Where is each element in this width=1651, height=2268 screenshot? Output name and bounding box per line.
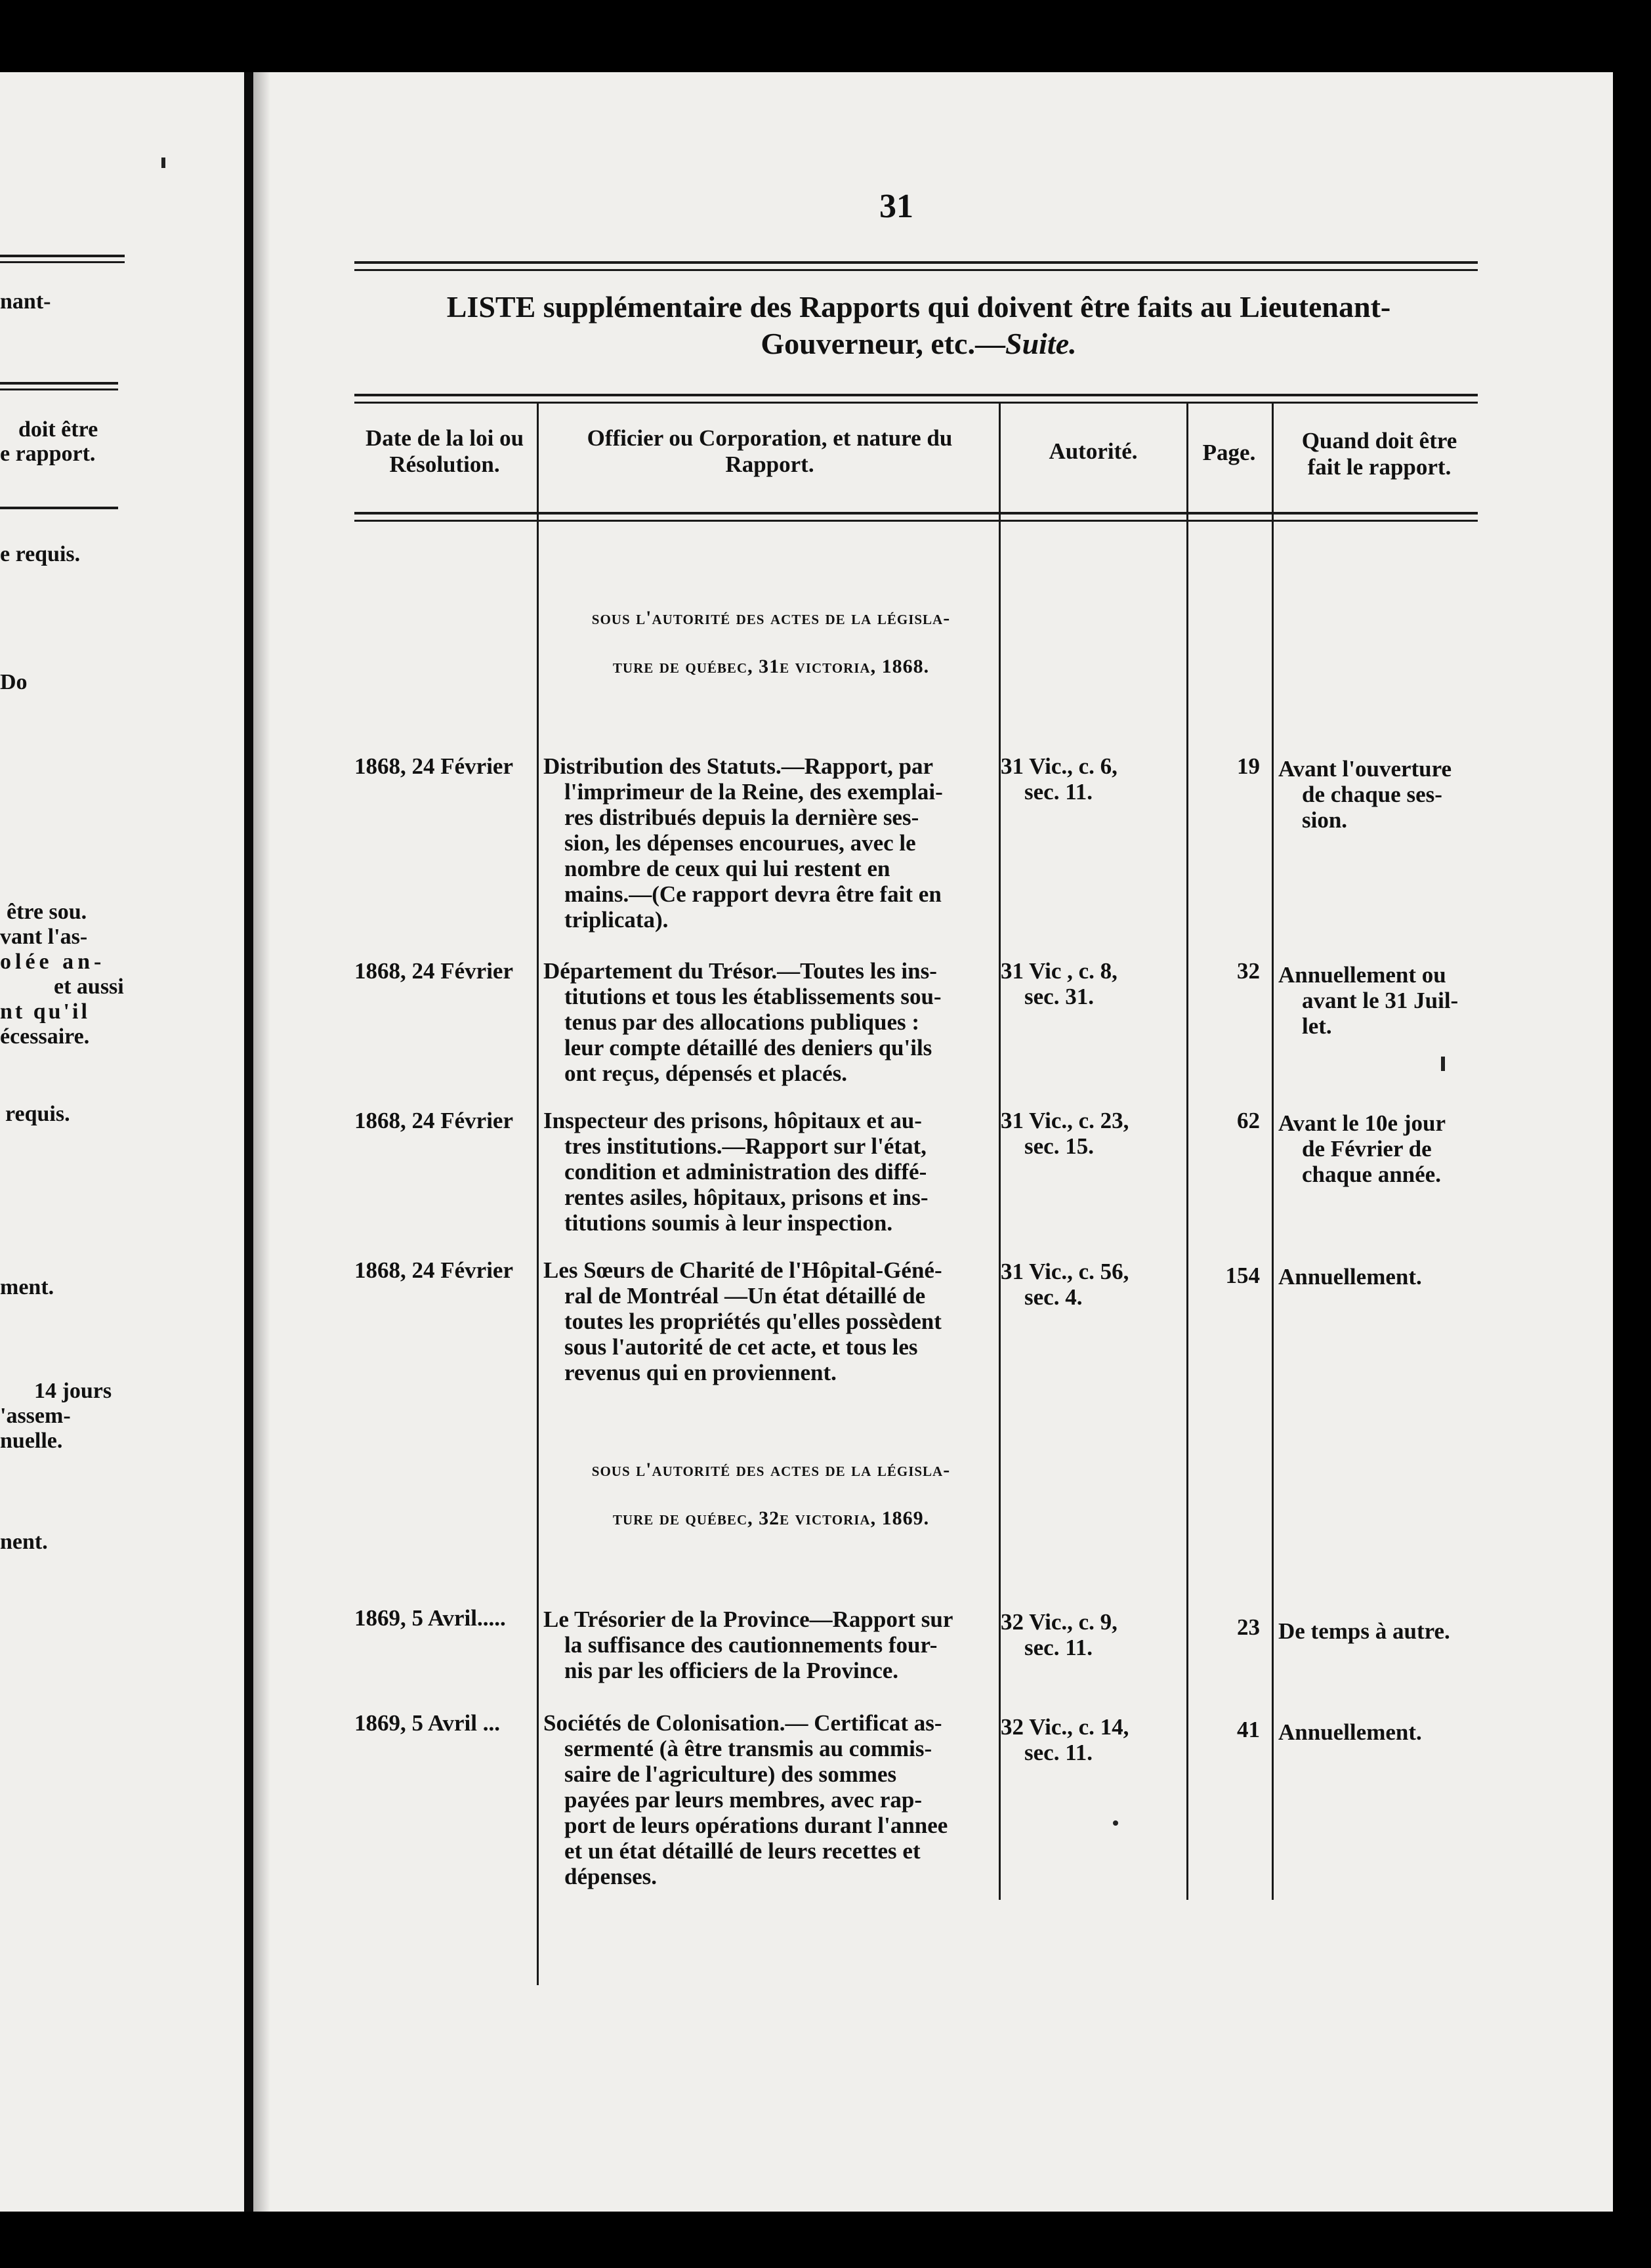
row-authority: 31 Vic., c. 6, sec. 11.	[1001, 753, 1118, 805]
left-fragment: nt qu'il	[0, 999, 90, 1024]
left-fragment: ment.	[0, 1275, 54, 1299]
section-heading-1869: sous l'autorité des actes de la législa- ture de québec, 32e victoria, 1869.	[591, 1459, 951, 1529]
left-fragment: nant-	[0, 289, 51, 314]
row-date: 1868, 24 Février	[354, 1257, 513, 1283]
left-fragment: nent.	[0, 1530, 48, 1554]
gutter-shadow	[253, 72, 270, 2212]
row-authority: 31 Vic., c. 23, sec. 15.	[1001, 1108, 1129, 1159]
left-fragment: 14 jours	[34, 1379, 112, 1403]
title-line-1: LISTE supplémentaire des Rapports qui doivent être faits au Lieutenant-	[446, 290, 1391, 324]
row-date: 1868, 24 Février	[354, 958, 513, 984]
book-gutter	[244, 72, 253, 2212]
ink-speck	[1113, 1820, 1118, 1826]
row-page: 32	[1237, 958, 1260, 984]
column-divider	[1272, 404, 1274, 1900]
row-page: 154	[1225, 1263, 1260, 1288]
row-when: Avant l'ouverture de chaque ses- sion.	[1278, 756, 1452, 833]
header-authority: Autorité.	[1049, 438, 1138, 464]
header-date: Date de la loi ou Résolution.	[365, 425, 524, 477]
document-title	[354, 289, 1483, 362]
row-date: 1869, 5 Avril ...	[354, 1710, 500, 1736]
row-date: 1868, 24 Février	[354, 753, 513, 779]
left-fragment: olée an-	[0, 950, 106, 974]
left-fragment: vant l'as-	[0, 925, 88, 949]
row-officer: Inspecteur des prisons, hôpitaux et au- tres institutions.—Rapport sur l'état, condition et administration des diffé- rentes asiles, hôpitaux, prisons et ins- titutions soumis à leur inspection.	[543, 1108, 929, 1236]
row-when: Annuellement.	[1278, 1719, 1422, 1745]
row-officer: Sociétés de Colonisation.— Certificat as- sermenté (à être transmis au commis- saire de l'agriculture) des sommes payées par leurs membres, avec rap- port de leurs opérations durant l'annee et un état détaillé de leurs recettes et dépenses.	[543, 1710, 948, 1889]
ink-speck	[161, 158, 165, 168]
row-officer: Le Trésorier de la Province—Rapport sur la suffisance des cautionnements four- nis par les officiers de la Province.	[543, 1606, 953, 1683]
header-page: Page.	[1202, 440, 1256, 465]
left-fragment: nuelle.	[0, 1429, 63, 1453]
header-when: Quand doit être fait le rapport.	[1301, 428, 1457, 480]
row-authority: 31 Vic , c. 8, sec. 31.	[1001, 958, 1118, 1009]
header-top-rule	[354, 402, 1478, 404]
left-fragment: Do	[0, 670, 28, 694]
row-page: 19	[1237, 753, 1260, 779]
left-rule	[0, 388, 118, 390]
row-page: 41	[1237, 1717, 1260, 1742]
title-suite: Suite.	[1005, 327, 1077, 360]
header-officer: Officier ou Corporation, et nature du Rapport.	[587, 425, 953, 477]
left-fragment: e requis.	[0, 542, 81, 566]
header-top-rule	[354, 394, 1478, 396]
row-officer: Les Sœurs de Charité de l'Hôpital-Géné- ral de Montréal —Un état détaillé de toutes les propriétés qu'elles possèdent sous l'autorité de cet acte, et tous les revenus qui en proviennent.	[543, 1257, 942, 1385]
left-fragment: et aussi	[54, 975, 124, 999]
row-when: Annuellement ou avant le 31 Juil- let.	[1278, 962, 1459, 1039]
header-bottom-rule	[354, 512, 1478, 514]
page-number: 31	[879, 188, 913, 225]
left-fragment: 'assem-	[0, 1404, 71, 1428]
left-fragment: écessaire.	[0, 1024, 90, 1049]
left-fragment: doit être	[18, 417, 98, 442]
row-date: 1869, 5 Avril.....	[354, 1605, 506, 1631]
left-rule	[0, 382, 118, 385]
section-heading-1868: sous l'autorité des actes de la législa- ture de québec, 31e victoria, 1868.	[591, 607, 951, 677]
left-rule	[0, 507, 118, 509]
left-rule	[0, 261, 125, 263]
left-fragment: requis.	[5, 1102, 70, 1126]
top-rule	[354, 261, 1478, 264]
left-fragment: e rapport.	[0, 442, 96, 466]
ink-speck	[1441, 1057, 1445, 1071]
left-rule	[0, 255, 125, 257]
column-divider	[1186, 404, 1188, 1900]
row-when: Avant le 10e jour de Février de chaque année.	[1278, 1110, 1446, 1187]
row-officer: Département du Trésor.—Toutes les ins- titutions et tous les établissements sou- tenus par des allocations publiques : leur compte détaillé des deniers qu'ils ont reçus, dépensés et placés.	[543, 958, 942, 1086]
row-when: Annuellement.	[1278, 1264, 1422, 1290]
top-rule	[354, 269, 1478, 271]
row-page: 62	[1237, 1108, 1260, 1133]
row-authority: 31 Vic., c. 56, sec. 4.	[1001, 1259, 1129, 1310]
left-fragment: être sou.	[7, 900, 87, 924]
title-line-2: Gouverneur, etc.—Suite.	[761, 327, 1077, 360]
row-officer: Distribution des Statuts.—Rapport, par l'imprimeur de la Reine, des exemplai- res distribués depuis la dernière ses- sion, les dépenses encourues, avec le nombre de ceux qui lui restent en mains.—(Ce rapport devra être fait en triplicata).	[543, 753, 943, 933]
row-page: 23	[1237, 1614, 1260, 1640]
row-authority: 32 Vic., c. 9, sec. 11.	[1001, 1609, 1118, 1660]
row-authority: 32 Vic., c. 14, sec. 11.	[1001, 1714, 1129, 1765]
row-date: 1868, 24 Février	[354, 1108, 513, 1133]
header-bottom-rule	[354, 520, 1478, 522]
row-when: De temps à autre.	[1278, 1618, 1450, 1644]
